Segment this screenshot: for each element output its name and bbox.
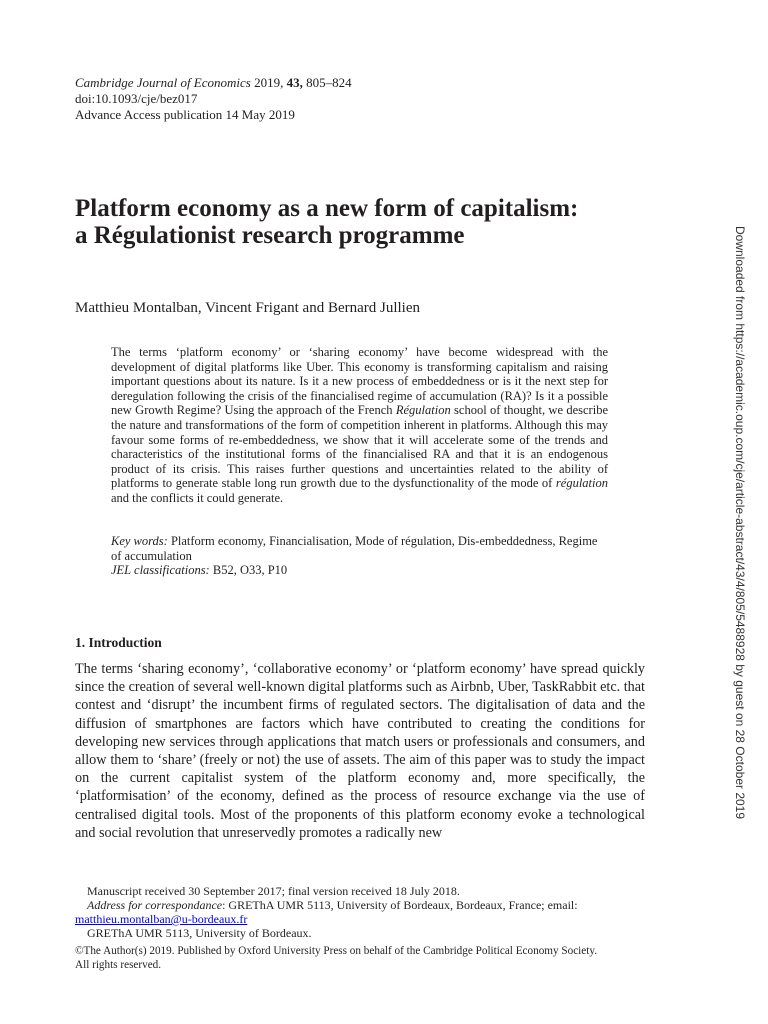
doi[interactable]: doi:10.1093/cje/bez017 [75, 91, 198, 106]
email-link[interactable]: matthieu.montalban@u-bordeaux.fr [75, 912, 248, 926]
copyright-line1: ©The Author(s) 2019. Published by Oxford University Press on behalf of the Cambridge Political Economy Society. [75, 945, 598, 957]
section-heading: 1. Introduction [75, 635, 162, 650]
journal-year: 2019, [254, 75, 284, 90]
keywords-label: Key words: [111, 534, 168, 548]
abstract [111, 345, 608, 506]
correspondence-address: : GREThA UMR 5113, University of Bordeaux, Bordeaux, France; email: [222, 898, 578, 912]
correspondence [75, 898, 645, 912]
journal-pages: 805–824 [306, 75, 352, 90]
footnotes [75, 884, 645, 940]
jel-label: JEL classifications: [111, 563, 210, 578]
manuscript-received: Manuscript received 30 September 2017; final version received 18 July 2018. [87, 884, 460, 898]
citation-line [75, 75, 352, 91]
copyright-line2: All rights reserved. [75, 959, 162, 971]
jel-line [111, 563, 608, 578]
article-title: Platform economy as a new form of capitalism: a Régulationist research programme [75, 195, 579, 249]
abstract-text: The terms ‘platform economy’ or ‘sharing economy’ have become widespread with the development of digital platforms like Uber. This economy is transforming capitalism and raising important questions about its nature. Is it a new process of embeddedness or is it the next step for deregulation following the crisis of the financialised regime of accumulation (RA)? Is it a possible new Growth Regime? Using the approach of the French Régulation school of thought, we describe the nature and transformations of the form of competition inherent in platforms. Although this may favour some forms of re-embeddedness, we show that it will accelerate some of the trends and characteristics of the institutional forms of the financialised RA and that it is an endogenous product of its crisis. This raises further questions and uncertainties related to the ability of platforms to generate stable long run growth due to the dysfunctionality of the mode of régulation and the conflicts it could generate. [111, 345, 608, 505]
copyright [75, 944, 655, 972]
keywords-line [111, 534, 608, 563]
journal-header [75, 75, 352, 123]
advance-access: Advance Access publication 14 May 2019 [75, 107, 295, 122]
journal-name: Cambridge Journal of Economics [75, 75, 251, 90]
email-line [75, 912, 645, 926]
affiliation: GREThA UMR 5113, University of Bordeaux. [87, 926, 312, 940]
journal-volume: 43, [286, 75, 303, 90]
jel-value: B52, O33, P10 [212, 563, 288, 578]
introduction-body: The terms ‘sharing economy’, ‘collaborative economy’ or ‘platform economy’ have spread quickly since the creation of several well-known digital platforms such as Airbnb, Uber, TaskRabbit etc. that contest and ‘disrupt’ the incumbent firms of regulated sectors. The digitalisation of data and the diffusion of smartphones are factors which have contributed to creating the conditions for developing new services through applications that match users or professionals and consumers, and allow them to ‘share’ (freely or not) the use of assets. The aim of this paper was to study the impact on the current capitalist system of the platform economy and, more specifically, the ‘platformisation’ of the economy, defined as the process of resource exchange via the use of centralised digital tools. Most of the proponents of this platform economy evoke a technological and social revolution that unreservedly promotes a radically new [75, 661, 645, 841]
keywords-value: Platform economy, Financialisation, Mode of régulation, Dis-embeddedness, Regime of accumulation [111, 534, 598, 563]
download-watermark: Downloaded from https://academic.oup.com/cje/article-abstract/43/4/805/5488928 by guest on 28 October 2019 [733, 226, 747, 820]
author-list: Matthieu Montalban, Vincent Frigant and Bernard Jullien [75, 300, 420, 316]
correspondence-label: Address for correspondance [87, 898, 223, 912]
keywords-block [111, 534, 608, 578]
